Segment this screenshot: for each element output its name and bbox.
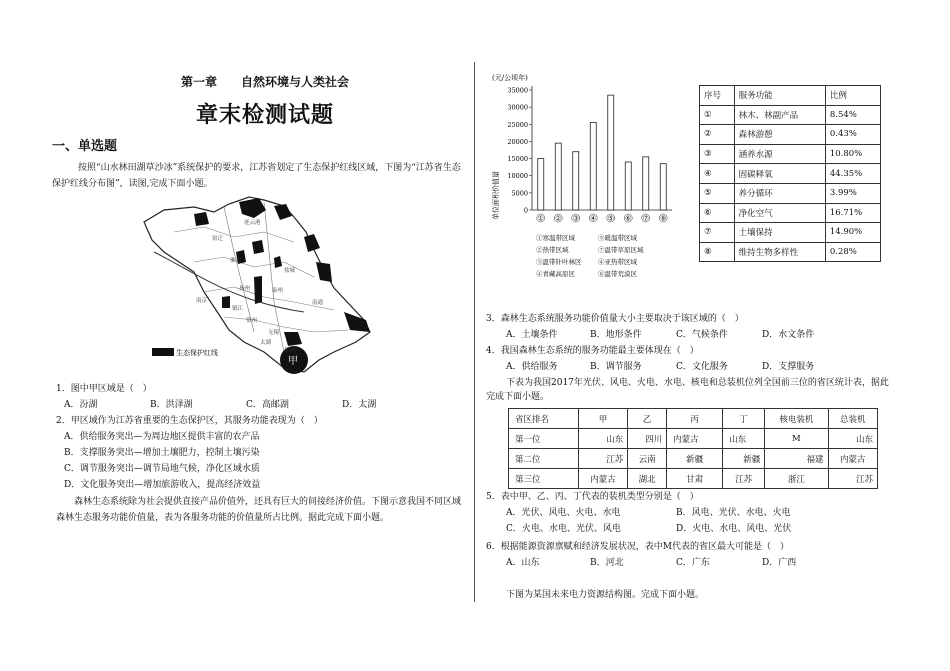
intro-paragraph: 按照“山水林田湖草沙冰”系统保护的要求，江苏省划定了生态保护红线区域，下图为“江苏省生态保护红线分布图”，读图,完成下面小题。 [52,163,461,189]
svg-text:南京: 南京 [196,298,208,304]
table-cell: 林木、林副产品 [734,105,825,125]
q5-option-a: A．光伏、风电、火电、水电 [506,508,621,518]
table-cell: ③ [700,144,735,164]
question-5: 5．表中甲、乙、丙、丁代表的装机类型分别是（ ） [486,492,699,502]
question-2: 2．甲区域作为江苏省重要的生态保护区，其服务功能表现为（ ） [56,416,323,426]
q4-option-c: C．文化服务 [676,362,728,372]
table-cell: ⑤ [700,183,735,203]
x-tick-label: ④ [590,214,597,223]
table-cell: 湖北 [628,469,667,489]
legend-entry: ④青藏高原区 [536,270,575,278]
y-tick-label: 20000 [507,137,528,146]
q2-option-a: A．供给服务突出—为周边地区提供丰富的农产品 [64,432,260,442]
svg-text:南通: 南通 [312,300,324,306]
table-cell: ⑧ [700,242,735,262]
table-cell: M [765,429,828,449]
question-3: 3．森林生态系统服务功能价值量大小主要取决于该区域的（ ） [486,314,744,324]
table-cell: 第一位 [509,429,579,449]
table-row [700,105,881,125]
q2-option-c: C．调节服务突出—调节局地气候，净化区域水质 [64,464,260,474]
y-tick-label: 15000 [507,155,528,164]
q4-option-d: D．支撑服务 [762,362,815,372]
table-cell: 44.35% [825,164,880,184]
bar-3 [573,152,579,210]
x-tick-label: ⑧ [660,214,667,223]
table-cell: 涵养水源 [734,144,825,164]
question-6: 6．根据能源资源禀赋和经济发展状况，表中M代表的省区最大可能是（ ） [486,542,789,552]
legend-entry: ①寒温带区域 [536,234,575,242]
table-cell: 土壤保持 [734,223,825,243]
x-tick-label: ⑤ [607,214,614,223]
service-function-table [699,85,881,262]
table-cell: 新疆 [667,449,723,469]
table-header-cell: 丙 [667,409,723,429]
table-cell: 甘肃 [667,469,723,489]
table-cell: 第二位 [509,449,579,469]
x-tick-label: ③ [572,214,579,223]
legend-label: 生态保护红线 [176,349,218,357]
table-cell: 10.80% [825,144,880,164]
forest-value-chart [484,70,684,305]
table-cell: 森林游憩 [734,125,825,145]
table-header-cell: 序号 [700,86,735,106]
table-cell: 维持生物多样性 [734,242,825,262]
legend-entry: ②热带区域 [536,246,569,254]
jiangsu-map [134,192,394,382]
svg-text:太湖: 太湖 [260,340,272,346]
x-tick-label: ⑦ [642,214,649,223]
table-header-cell: 甲 [578,409,627,429]
table-cell: 四川 [628,429,667,449]
y-tick-label: 25000 [507,120,528,129]
table-cell: ⑥ [700,203,735,223]
q3-option-b: B．地形条件 [590,330,642,340]
section-heading: 一、单选题 [52,139,118,154]
table-cell: 江苏 [828,469,878,489]
table-cell: 16.71% [825,203,880,223]
y-tick-label: 10000 [507,172,528,181]
q3-option-c: C．气候条件 [676,330,728,340]
q4-option-b: B．调节服务 [590,362,642,372]
table-cell: 山东 [828,429,878,449]
x-tick-label: ② [555,214,562,223]
table-cell: 内蒙古 [667,429,723,449]
table-cell: 浙江 [765,469,828,489]
q1-option-a: A．汾湖 [64,400,98,410]
bar-8 [660,164,666,210]
x-tick-label: ① [537,214,544,223]
y-tick-label: 0 [523,206,528,215]
q5-option-d: D．火电、水电、风电、光伏 [676,524,792,534]
q6-option-b: B．河北 [590,558,624,568]
power-intro: 下表为我国2017年光伏、风电、火电、水电、核电和总装机位列全国前三位的省区统计表，据此完成下面小题。 [486,378,889,402]
page-title: 章末检测试题 [195,103,334,128]
table-cell: ① [700,105,735,125]
y-tick-label: 35000 [507,86,528,95]
region-jia-label: 甲 [288,356,298,367]
table-cell: 14.90% [825,223,880,243]
svg-text:苏州: 苏州 [284,348,296,354]
table-row [700,242,881,262]
table-cell: 0.43% [825,125,880,145]
table-cell: ④ [700,164,735,184]
table-header-cell: 总装机 [828,409,878,429]
table-row [700,144,881,164]
q3-option-a: A．土壤条件 [506,330,558,340]
table-cell: 0.28% [825,242,880,262]
chart-ylabel: 单位面积价值量 [492,171,500,220]
y-tick-label: 5000 [511,189,528,198]
svg-text:无锡: 无锡 [268,330,280,336]
table-row [509,449,878,469]
svg-text:泰州: 泰州 [272,288,284,294]
table-cell: 净化空气 [734,203,825,223]
chart-unit: (元/公顷年) [492,74,528,82]
table-cell: 江苏 [578,449,627,469]
table-cell: 3.99% [825,183,880,203]
legend-entry: ③温带针叶林区 [536,258,582,266]
q1-option-b: B．洪泽湖 [150,400,193,410]
legend-swatch [152,348,174,356]
last-intro: 下图为某国未来电力资源结构图。完成下面小题。 [506,590,705,600]
legend-entry: ④亚热带区域 [598,258,637,266]
table-cell: 养分循环 [734,183,825,203]
table-header-cell: 服务功能 [734,86,825,106]
q5-option-b: B．风电、光伏、水电、火电 [676,508,791,518]
table-cell: 内蒙古 [828,449,878,469]
table-header-cell: 比例 [825,86,880,106]
bar-7 [643,157,649,210]
q6-option-a: A．山东 [506,558,540,568]
table-header-cell: 核电装机 [765,409,828,429]
table-row [509,429,878,449]
table-header-cell: 丁 [723,409,765,429]
q3-option-d: D．水文条件 [762,330,815,340]
y-tick-label: 30000 [507,103,528,112]
q6-option-d: D．广西 [762,558,797,568]
table-cell: 内蒙古 [578,469,627,489]
table-cell: 新疆 [723,449,765,469]
x-tick-label: ⑥ [625,214,632,223]
q6-option-c: C．广东 [676,558,710,568]
svg-text:扬州: 扬州 [239,286,251,292]
question-1: 1．图中甲区域是（ ） [56,384,152,394]
table-row [700,125,881,145]
table-header-row [509,409,878,429]
question-4: 4．我国森林生态系统的服务功能最主要体现在（ ） [486,346,699,356]
table-row [700,203,881,223]
svg-text:连云港: 连云港 [244,220,261,226]
chapter-heading: 第一章 自然环境与人类社会 [180,75,349,89]
table-row [700,183,881,203]
table-cell: 山东 [723,429,765,449]
table-row [509,469,878,489]
table-cell: ⑦ [700,223,735,243]
q4-option-a: A．供给服务 [506,362,558,372]
q5-option-c: C．火电、水电、光伏、风电 [506,524,621,534]
table-cell: 福建 [765,449,828,469]
table-cell: 云南 [628,449,667,469]
table-cell: 江苏 [723,469,765,489]
bar-5 [608,95,614,210]
bar-6 [625,162,631,210]
table-cell: 第三位 [509,469,579,489]
svg-text:宿迁: 宿迁 [212,236,224,242]
table-cell: ② [700,125,735,145]
bar-2 [555,143,561,210]
q2-option-d: D．文化服务突出—增加旅游收入，提高经济效益 [64,480,261,490]
q1-option-c: C．高邮湖 [246,400,289,410]
bar-1 [538,159,544,210]
legend-entry: ⑤暖温带区域 [598,234,637,242]
legend-entry: ⑦温带草原区域 [598,246,644,254]
table-cell: 8.54% [825,105,880,125]
svg-text:常州: 常州 [246,318,258,324]
table-row [700,164,881,184]
table-header-cell: 省区排名 [509,409,579,429]
table-header-row [700,86,881,106]
table-cell: 山东 [578,429,627,449]
svg-text:镇江: 镇江 [232,306,244,312]
svg-text:盐城: 盐城 [284,268,296,274]
column-divider [474,62,475,602]
table-row [700,223,881,243]
bar-4 [590,123,596,210]
legend-entry: ⑧温带荒漠区 [598,270,637,278]
power-capacity-table [508,408,878,489]
table-header-cell: 乙 [628,409,667,429]
q1-option-d: D．太湖 [342,400,377,410]
table-cell: 固碳释氧 [734,164,825,184]
forest-paragraph: 森林生态系统除为社会提供直接产品价值外，还具有巨大的间接经济价值。下图示意我国不同区域森林生态服务功能价值量，表为各服务功能的价值量所占比例。据此完成下面小题。 [56,497,462,523]
q2-option-b: B．支撑服务突出—增加土壤肥力，控制土壤污染 [64,448,260,458]
svg-text:淮安: 淮安 [230,258,242,264]
